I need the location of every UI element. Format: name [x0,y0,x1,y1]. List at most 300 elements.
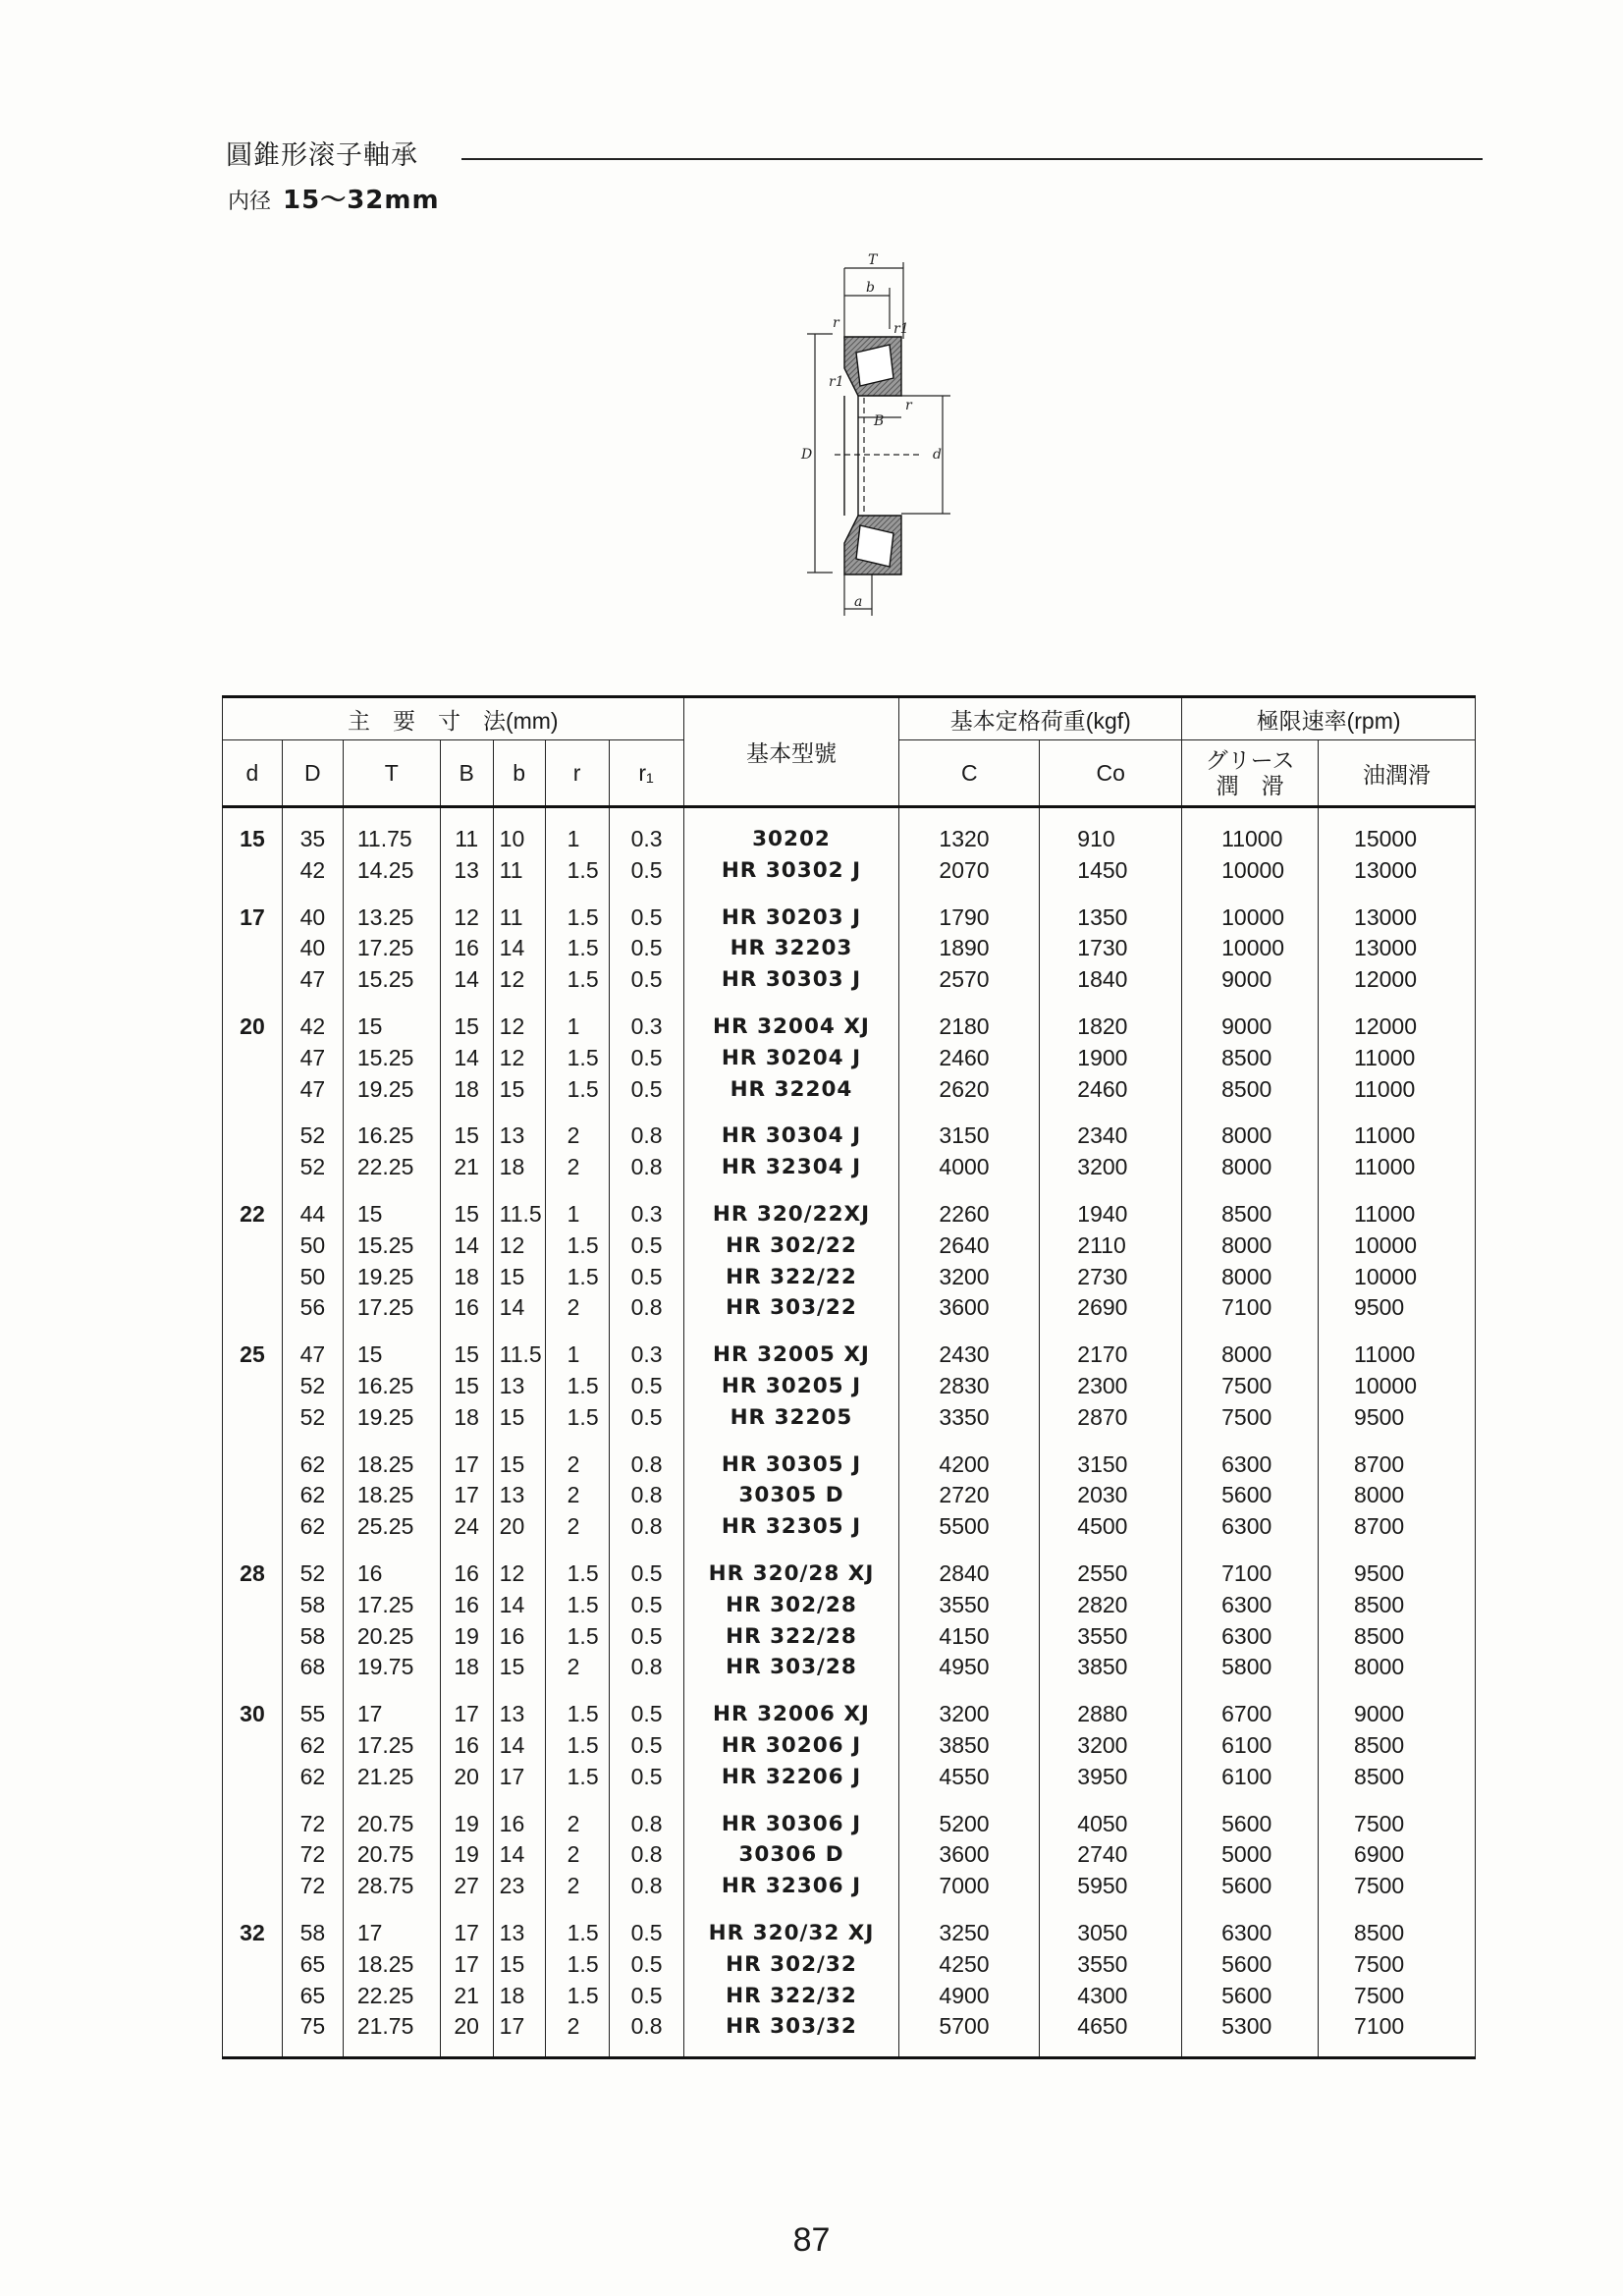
label-r-right: r [905,398,912,413]
cell-co: 4650 [1040,2011,1182,2043]
cell-t: 15.25 [343,964,440,996]
cell-d: 52 [282,1543,343,1590]
table-row [223,1230,1476,1262]
cell-model: HR 320/32 XJ [683,1902,899,1949]
cell-grease: 6100 [1182,1730,1319,1762]
cell-r: 1.5 [545,1230,609,1262]
cell-b: 15 [493,1652,545,1683]
cell-oil: 7500 [1319,1793,1476,1840]
cell-b: 14 [493,933,545,964]
cell-b: 14 [493,1292,545,1324]
label-r1-left: r1 [829,374,844,390]
cell-d: 62 [282,1434,343,1481]
cell-r: 2 [545,2011,609,2043]
col-C: C [899,740,1040,807]
cell-t: 18.25 [343,1480,440,1511]
cell-model: HR 303/22 [683,1292,899,1324]
table-row [223,1043,1476,1074]
cell-co: 4300 [1040,1981,1182,2012]
cell-c: 3600 [899,1839,1040,1871]
cell-co: 3150 [1040,1434,1182,1481]
cell-d [223,1652,283,1683]
table-row [223,1152,1476,1183]
cell-model: HR 32306 J [683,1871,899,1902]
cell-oil: 8000 [1319,1480,1476,1511]
cell-c: 3550 [899,1590,1040,1621]
cell-t: 18.25 [343,1949,440,1981]
cell-r: 2 [545,1839,609,1871]
label-T: T [868,252,878,268]
cell-oil: 9500 [1319,1292,1476,1324]
cell-b: 17 [493,1762,545,1793]
cell-d: 72 [282,1871,343,1902]
cell-b: 18 [440,1262,493,1293]
cell-co: 4050 [1040,1793,1182,1840]
cell-grease: 7100 [1182,1292,1319,1324]
cell-c: 4550 [899,1762,1040,1793]
cell-model: HR 32004 XJ [683,996,899,1043]
cell-r1: 0.8 [609,1871,683,1902]
label-a: a [854,594,863,610]
cell-b: 23 [493,1871,545,1902]
cell-model: HR 302/22 [683,1230,899,1262]
table-row [223,1543,1476,1590]
cell-r: 2 [545,1105,609,1152]
table-row [223,1434,1476,1481]
bore-label: 内径 [228,190,272,214]
cell-oil: 9500 [1319,1543,1476,1590]
cell-d: 52 [282,1402,343,1434]
cell-d [223,933,283,964]
cell-c: 4250 [899,1949,1040,1981]
col-B: B [440,740,493,807]
cell-co: 2170 [1040,1324,1182,1371]
cell-r1: 0.5 [609,855,683,887]
cell-d [223,1590,283,1621]
cell-oil: 11000 [1319,1074,1476,1106]
cell-d: 52 [282,1152,343,1183]
cell-t: 22.25 [343,1981,440,2012]
cell-model: HR 32305 J [683,1511,899,1543]
cell-r: 1 [545,1324,609,1371]
cell-t: 20.75 [343,1793,440,1840]
cell-grease: 7100 [1182,1543,1319,1590]
label-D: D [801,447,813,463]
bearing-table [222,695,1476,2059]
cell-c: 2260 [899,1183,1040,1230]
cell-t: 17.25 [343,1590,440,1621]
cell-b: 12 [440,887,493,934]
cell-oil: 9000 [1319,1683,1476,1730]
cell-d: 42 [282,996,343,1043]
cell-model: HR 30302 J [683,855,899,887]
cell-model: HR 30204 J [683,1043,899,1074]
table-row [223,1262,1476,1293]
cell-c: 3150 [899,1105,1040,1152]
table-row [223,807,1476,855]
cell-d: 32 [223,1902,283,1949]
cell-model: HR 320/22XJ [683,1183,899,1230]
cell-r: 2 [545,1793,609,1840]
cell-co: 2690 [1040,1292,1182,1324]
cell-r: 1.5 [545,1262,609,1293]
cell-grease: 6700 [1182,1683,1319,1730]
cell-c: 5200 [899,1793,1040,1840]
col-d: d [223,740,283,807]
cell-oil: 8500 [1319,1590,1476,1621]
cell-b: 11 [493,855,545,887]
table-row [223,1371,1476,1402]
cell-co: 2740 [1040,1839,1182,1871]
cell-co: 910 [1040,807,1182,855]
cell-d: 50 [282,1230,343,1262]
cell-co: 2870 [1040,1402,1182,1434]
cell-b: 15 [493,1262,545,1293]
cell-r1: 0.8 [609,1292,683,1324]
cell-co: 1350 [1040,887,1182,934]
cell-b: 17 [440,1480,493,1511]
cell-co: 2550 [1040,1543,1182,1590]
cell-r1: 0.8 [609,2011,683,2043]
cell-b: 16 [440,1730,493,1762]
cell-model: HR 30306 J [683,1793,899,1840]
cell-co: 3200 [1040,1730,1182,1762]
cell-b: 19 [440,1793,493,1840]
cell-c: 2070 [899,855,1040,887]
cell-model: HR 302/28 [683,1590,899,1621]
cell-d [223,1793,283,1840]
cell-d [223,1043,283,1074]
cell-r1: 0.5 [609,887,683,934]
cell-d: 62 [282,1762,343,1793]
cell-r1: 0.3 [609,1324,683,1371]
cell-co: 2030 [1040,1480,1182,1511]
table-row [223,2011,1476,2043]
cell-b: 16 [440,1543,493,1590]
cell-c: 7000 [899,1871,1040,1902]
cell-oil: 6900 [1319,1839,1476,1871]
table-row [223,933,1476,964]
table-row [223,1324,1476,1371]
cell-b: 16 [440,1292,493,1324]
cell-b: 12 [493,996,545,1043]
cell-c: 5500 [899,1511,1040,1543]
cell-b: 18 [493,1152,545,1183]
col-grease [1182,740,1319,807]
col-T: T [343,740,440,807]
cell-t: 13.25 [343,887,440,934]
cell-r1: 0.5 [609,1543,683,1590]
cell-d [223,1762,283,1793]
cell-grease: 5800 [1182,1652,1319,1683]
cell-grease: 8500 [1182,1074,1319,1106]
table-row [223,1621,1476,1653]
cell-grease: 6100 [1182,1762,1319,1793]
cell-grease: 5600 [1182,1871,1319,1902]
cell-b: 20 [493,1511,545,1543]
cell-r: 2 [545,1871,609,1902]
cell-t: 15.25 [343,1043,440,1074]
table-row [223,1762,1476,1793]
cell-model: HR 30205 J [683,1371,899,1402]
cell-grease: 8000 [1182,1105,1319,1152]
cell-c: 1890 [899,933,1040,964]
cell-r1: 0.8 [609,1839,683,1871]
cell-grease: 6300 [1182,1590,1319,1621]
cell-oil: 7500 [1319,1871,1476,1902]
cell-d: 47 [282,1324,343,1371]
cell-c: 2620 [899,1074,1040,1106]
cell-d: 25 [223,1324,283,1371]
cell-d: 22 [223,1183,283,1230]
title-rule [461,158,1483,160]
cell-c: 5700 [899,2011,1040,2043]
cell-b: 16 [493,1793,545,1840]
cell-t: 14.25 [343,855,440,887]
table-row [223,1652,1476,1683]
cell-r1: 0.8 [609,1480,683,1511]
cell-d [223,1262,283,1293]
cell-r1: 0.5 [609,1762,683,1793]
cell-t: 22.25 [343,1152,440,1183]
cell-t: 28.75 [343,1871,440,1902]
table-row [223,1793,1476,1840]
cell-d: 17 [223,887,283,934]
cell-b: 20 [440,1762,493,1793]
cell-t: 19.25 [343,1402,440,1434]
cell-d: 65 [282,1949,343,1981]
cell-r1: 0.8 [609,1511,683,1543]
cell-d: 40 [282,933,343,964]
cell-d: 35 [282,807,343,855]
cell-grease: 7500 [1182,1402,1319,1434]
cell-r1: 0.5 [609,933,683,964]
table-row [223,1183,1476,1230]
cell-d: 72 [282,1839,343,1871]
cell-b: 18 [440,1652,493,1683]
cell-co: 1900 [1040,1043,1182,1074]
cell-c: 3200 [899,1262,1040,1293]
cell-t: 11.75 [343,807,440,855]
cell-grease: 5000 [1182,1839,1319,1871]
label-b: b [866,280,875,296]
cell-grease: 6300 [1182,1511,1319,1543]
cell-b: 13 [493,1902,545,1949]
cell-b: 15 [440,1324,493,1371]
cell-r1: 0.8 [609,1434,683,1481]
cell-r1: 0.5 [609,1949,683,1981]
cell-c: 1790 [899,887,1040,934]
cell-b: 13 [493,1480,545,1511]
cell-r: 1.5 [545,1074,609,1106]
cell-d [223,1402,283,1434]
cell-r1: 0.5 [609,1074,683,1106]
cell-c: 2640 [899,1230,1040,1262]
page-number: 87 [792,2221,831,2259]
cell-b: 11.5 [493,1183,545,1230]
cell-t: 18.25 [343,1434,440,1481]
cell-c: 2570 [899,964,1040,996]
cell-grease: 8500 [1182,1183,1319,1230]
cell-r1: 0.5 [609,1262,683,1293]
cell-oil: 13000 [1319,933,1476,964]
cell-d [223,964,283,996]
cell-oil: 8700 [1319,1511,1476,1543]
cell-model: HR 32203 [683,933,899,964]
cell-t: 17.25 [343,1730,440,1762]
bearing-diagram [795,250,972,624]
cell-r1: 0.5 [609,1590,683,1621]
cell-d [223,1371,283,1402]
cell-model: HR 32005 XJ [683,1324,899,1371]
table-row [223,1590,1476,1621]
cell-co: 5950 [1040,1871,1182,1902]
cell-d: 40 [282,887,343,934]
cell-oil: 11000 [1319,1324,1476,1371]
cell-b: 16 [440,933,493,964]
cell-r1: 0.5 [609,1043,683,1074]
cell-b: 11.5 [493,1324,545,1371]
cell-t: 21.75 [343,2011,440,2043]
cell-c: 4200 [899,1434,1040,1481]
cell-model: HR 30304 J [683,1105,899,1152]
cell-c: 3600 [899,1292,1040,1324]
table-row [223,1074,1476,1106]
cell-c: 2830 [899,1371,1040,1402]
cell-oil: 7500 [1319,1949,1476,1981]
cell-oil: 8000 [1319,1652,1476,1683]
cell-b: 14 [440,1230,493,1262]
cell-model: HR 32006 XJ [683,1683,899,1730]
cell-r1: 0.8 [609,1652,683,1683]
cell-grease: 8500 [1182,1043,1319,1074]
cell-t: 15 [343,1324,440,1371]
cell-oil: 8500 [1319,1730,1476,1762]
cell-d: 47 [282,1043,343,1074]
cell-r: 1.5 [545,1371,609,1402]
cell-model: HR 32205 [683,1402,899,1434]
cell-b: 14 [440,1043,493,1074]
cell-grease: 8000 [1182,1152,1319,1183]
cell-b: 15 [493,1949,545,1981]
cell-r: 1 [545,1183,609,1230]
cell-d: 62 [282,1511,343,1543]
cell-r1: 0.8 [609,1793,683,1840]
cell-d [223,1871,283,1902]
cell-d [223,1839,283,1871]
label-r1: r1 [893,321,909,337]
col-b: b [493,740,545,807]
cell-d: 62 [282,1730,343,1762]
cell-grease: 11000 [1182,807,1319,855]
cell-t: 15.25 [343,1230,440,1262]
cell-r1: 0.3 [609,996,683,1043]
cell-model: HR 322/22 [683,1262,899,1293]
cell-c: 4150 [899,1621,1040,1653]
cell-r1: 0.5 [609,1402,683,1434]
cell-c: 4950 [899,1652,1040,1683]
table-row [223,1105,1476,1152]
cell-oil: 8700 [1319,1434,1476,1481]
cell-c: 3200 [899,1683,1040,1730]
cell-d [223,2011,283,2043]
cell-co: 3950 [1040,1762,1182,1793]
table-row [223,1902,1476,1949]
cell-c: 2840 [899,1543,1040,1590]
cell-d: 42 [282,855,343,887]
cell-r: 2 [545,1480,609,1511]
cell-r: 1.5 [545,1981,609,2012]
cell-b: 12 [493,964,545,996]
cell-b: 12 [493,1543,545,1590]
header-load-rating: 基本定格荷重(kgf) [899,697,1182,740]
cell-d: 75 [282,2011,343,2043]
cell-r: 1.5 [545,887,609,934]
cell-d [223,1074,283,1106]
table-row [223,1981,1476,2012]
cell-grease: 10000 [1182,887,1319,934]
cell-r: 2 [545,1511,609,1543]
cell-d [223,1621,283,1653]
cell-c: 3350 [899,1402,1040,1434]
cell-r1: 0.5 [609,1902,683,1949]
cell-b: 13 [493,1371,545,1402]
table-row [223,1730,1476,1762]
cell-b: 10 [493,807,545,855]
cell-grease: 5600 [1182,1793,1319,1840]
table-row [223,855,1476,887]
cell-co: 3050 [1040,1902,1182,1949]
cell-model: HR 322/28 [683,1621,899,1653]
table-row [223,1839,1476,1871]
cell-r: 1.5 [545,1402,609,1434]
cell-grease: 8000 [1182,1230,1319,1262]
cell-d: 47 [282,964,343,996]
cell-oil: 11000 [1319,1183,1476,1230]
cell-t: 17 [343,1683,440,1730]
cell-b: 21 [440,1152,493,1183]
cell-co: 1820 [1040,996,1182,1043]
cell-oil: 10000 [1319,1230,1476,1262]
cell-b: 14 [493,1839,545,1871]
cell-b: 15 [440,1183,493,1230]
cell-oil: 12000 [1319,996,1476,1043]
cell-d: 44 [282,1183,343,1230]
cell-d: 28 [223,1543,283,1590]
cell-b: 11 [493,887,545,934]
cell-t: 19.75 [343,1652,440,1683]
cell-b: 15 [493,1434,545,1481]
cell-c: 3850 [899,1730,1040,1762]
cell-b: 21 [440,1981,493,2012]
cell-co: 2820 [1040,1590,1182,1621]
table-spacer-row [223,2043,1476,2058]
cell-grease: 8000 [1182,1262,1319,1293]
cell-model: HR 322/32 [683,1981,899,2012]
cell-co: 3850 [1040,1652,1182,1683]
cell-co: 3550 [1040,1949,1182,1981]
cell-model: HR 320/28 XJ [683,1543,899,1590]
cell-co: 1450 [1040,855,1182,887]
cell-b: 17 [440,1949,493,1981]
cell-b: 15 [493,1402,545,1434]
cell-grease: 5600 [1182,1949,1319,1981]
cell-r1: 0.5 [609,964,683,996]
cell-t: 15 [343,996,440,1043]
cell-d [223,1981,283,2012]
cell-oil: 13000 [1319,887,1476,934]
cell-d: 62 [282,1480,343,1511]
